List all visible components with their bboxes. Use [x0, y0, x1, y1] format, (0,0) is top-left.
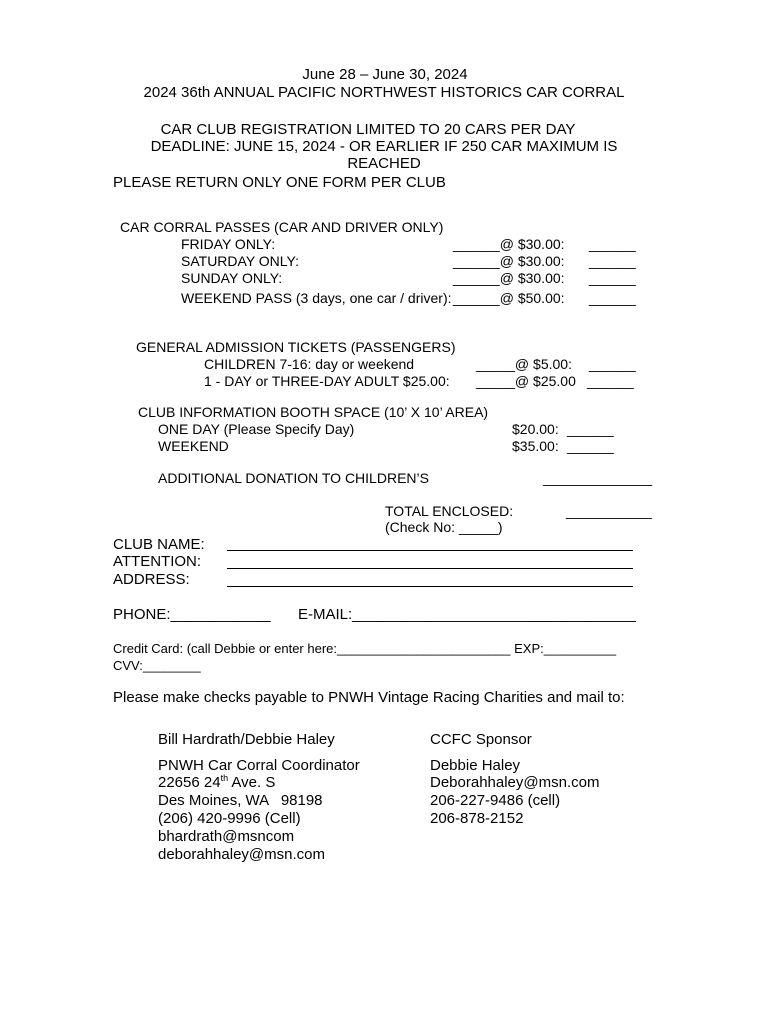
- coordinator-street-ordinal: th: [220, 773, 229, 783]
- booth-label-weekend: WEEKEND: [158, 438, 229, 454]
- sponsor-heading: CCFC Sponsor: [430, 731, 532, 748]
- limit-notice: CAR CLUB REGISTRATION LIMITED TO 20 CARS PER DAY: [160, 121, 576, 138]
- sponsor-name: Debbie Haley: [430, 757, 521, 774]
- booth-price-one-day: $20.00:: [512, 421, 559, 437]
- check-number-field: (Check No: _____): [385, 519, 503, 535]
- pass-label-weekend: WEEKEND PASS (3 days, one car / driver):: [181, 290, 452, 306]
- deadline-line-2: REACHED: [347, 155, 421, 172]
- pass-label-friday: FRIDAY ONLY:: [181, 236, 276, 252]
- sponsor-cell: 206-227-9486 (cell): [430, 792, 561, 809]
- sponsor-phone: 206-878-2152: [430, 810, 524, 827]
- return-notice: PLEASE RETURN ONLY ONE FORM PER CLUB: [113, 174, 446, 191]
- total-enclosed-blank: ___________: [566, 503, 652, 519]
- address-label: ADDRESS:: [113, 571, 190, 588]
- pass-amount-blank-friday: ______: [589, 236, 636, 252]
- pass-label-sunday: SUNDAY ONLY:: [181, 270, 283, 286]
- car-corral-heading: CAR CORRAL PASSES (CAR AND DRIVER ONLY): [120, 219, 444, 235]
- donation-label: ADDITIONAL DONATION TO CHILDREN’S: [158, 470, 429, 486]
- attention-label: ATTENTION:: [113, 553, 202, 570]
- ticket-label-adult: 1 - DAY or THREE-DAY ADULT $25.00:: [204, 373, 450, 389]
- ticket-amount-blank-adult: ______: [587, 373, 634, 389]
- pass-amount-blank-weekend: ______: [589, 290, 636, 306]
- cvv-field: CVV:________: [113, 658, 201, 673]
- pass-qty-price-friday: ______@ $30.00:: [453, 236, 565, 252]
- coordinator-phone: (206) 420-9996 (Cell): [158, 810, 301, 827]
- deadline-line-1: DEADLINE: JUNE 15, 2024 - OR EARLIER IF 250 CAR MAXIMUM IS: [150, 138, 618, 155]
- coordinator-email-2: deborahhaley@msn.com: [158, 846, 325, 863]
- pass-amount-blank-saturday: ______: [589, 253, 636, 269]
- pass-qty-price-weekend: ______@ $50.00:: [453, 290, 565, 306]
- booth-price-weekend: $35.00:: [512, 438, 559, 454]
- ticket-qty-price-adult: _____@ $25.00: [476, 373, 576, 389]
- ticket-qty-price-children: _____@ $5.00:: [476, 356, 572, 372]
- booth-heading: CLUB INFORMATION BOOTH SPACE (10’ X 10’ AREA): [138, 404, 489, 420]
- booth-amount-blank-weekend: ______: [567, 438, 614, 454]
- event-title: 2024 36th ANNUAL PACIFIC NORTHWEST HISTORICS CAR CORRAL: [143, 84, 625, 101]
- pass-amount-blank-sunday: ______: [589, 270, 636, 286]
- ticket-amount-blank-children: ______: [589, 356, 636, 372]
- coordinator-city: Des Moines, WA 98198: [158, 792, 323, 809]
- pass-label-saturday: SATURDAY ONLY:: [181, 253, 299, 269]
- general-admission-heading: GENERAL ADMISSION TICKETS (PASSENGERS): [136, 339, 456, 355]
- coordinator-heading: Bill Hardrath/Debbie Haley: [158, 731, 335, 748]
- pass-qty-price-sunday: ______@ $30.00:: [453, 270, 565, 286]
- payment-instructions: Please make checks payable to PNWH Vintage Racing Charities and mail to:: [113, 689, 625, 706]
- coordinator-street-name: Ave. S: [228, 774, 276, 791]
- email-field: E-MAIL:__________________________________: [298, 606, 636, 623]
- booth-label-one-day: ONE DAY (Please Specify Day): [158, 421, 355, 437]
- ticket-label-children: CHILDREN 7-16: day or weekend: [204, 356, 415, 372]
- club-name-label: CLUB NAME:: [113, 536, 205, 553]
- event-dates: June 28 – June 30, 2024: [302, 66, 468, 83]
- address-line: [227, 586, 633, 587]
- total-enclosed-label: TOTAL ENCLOSED:: [385, 503, 514, 519]
- pass-qty-price-saturday: ______@ $30.00:: [453, 253, 565, 269]
- sponsor-email: Deborahhaley@msn.com: [430, 774, 600, 791]
- coordinator-email-1: bhardrath@msncom: [158, 828, 295, 845]
- coordinator-street-number: 22656 24: [158, 774, 221, 791]
- attention-line: [227, 568, 633, 569]
- credit-card-field: Credit Card: (call Debbie or enter here:________________________ EXP:__________: [113, 641, 617, 656]
- club-name-line: [227, 550, 633, 551]
- phone-field: PHONE:____________: [113, 606, 271, 623]
- coordinator-street: [158, 775, 275, 790]
- coordinator-title: PNWH Car Corral Coordinator: [158, 757, 360, 774]
- booth-amount-blank-one-day: ______: [567, 421, 614, 437]
- donation-amount-blank: ______________: [543, 470, 653, 486]
